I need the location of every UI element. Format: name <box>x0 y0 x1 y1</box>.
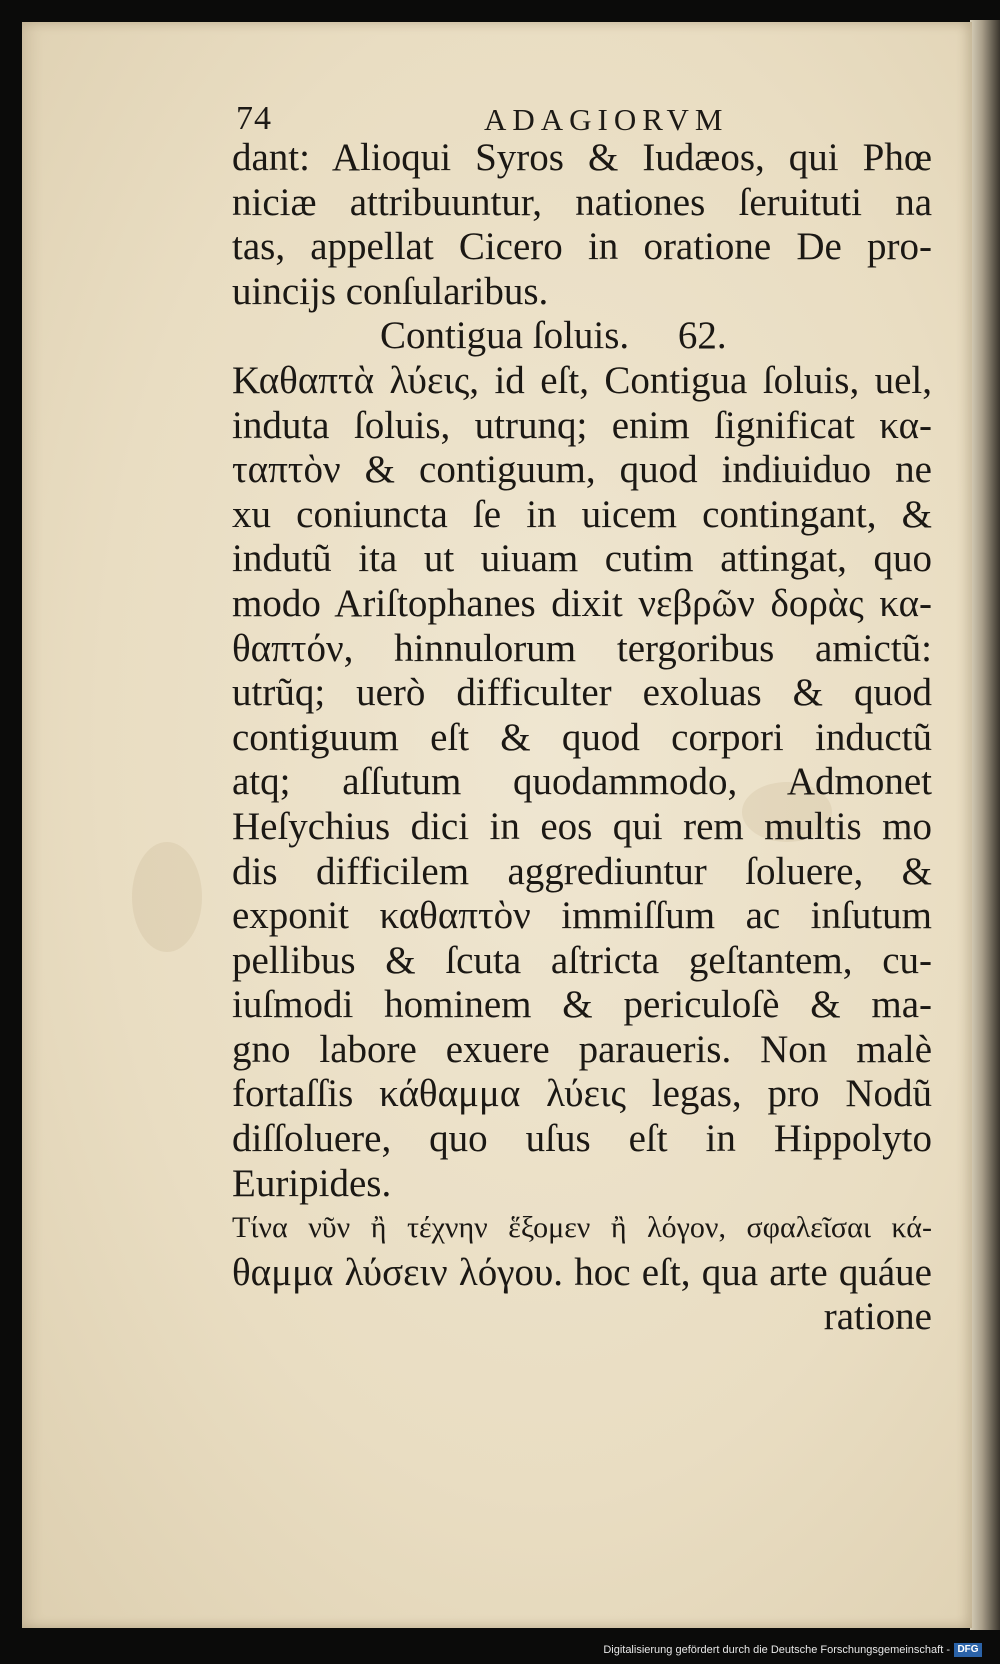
dfg-logo: DFG <box>954 1643 982 1657</box>
text-line: indutũ ita ut uiuam cutim attingat, quo <box>232 537 932 581</box>
text-line: pellibus & ſcuta aſtricta geſtantem, cu- <box>232 938 932 982</box>
text-line: xu coniuncta ſe in uicem contingant, & <box>232 492 932 536</box>
text-line: ταπτὸν & contiguum, quod indiuiduo ne <box>232 448 932 492</box>
text-line: atq; aſſutum quodammodo, Admonet <box>232 760 932 804</box>
text-line: utrũq; uerò difficulter exoluas & quod <box>232 671 932 715</box>
text-line: θαπτόν, hinnulorum tergoribus amictũ: <box>232 626 932 670</box>
funding-credit: Digitalisierung gefördert durch die Deutsche Forschungsgemeinschaft - <box>603 1644 950 1656</box>
text-line: exponit καθαπτὸν immiſſum ac inſutum <box>232 894 932 938</box>
text-line: uincijs conſularibus. <box>232 269 549 313</box>
text-line: Euripides. <box>232 1161 392 1205</box>
text-line: iuſmodi hominem & periculoſè & ma- <box>232 983 932 1027</box>
text-line: dant: Alioqui Syros & Iudæos, qui Phœ <box>232 136 932 179</box>
text-line: θαμμα λύσειν λόγου. hoc eſt, qua arte quáue <box>232 1250 932 1294</box>
text-line: fortaſſis κάθαμμα λύεις legas, pro Nodũ <box>232 1072 932 1116</box>
greek-quote-line: Τίνα νῦν ἢ τέχνην ἕξομεν ἢ λόγον, σφαλεῖσαι κά- <box>232 1211 932 1245</box>
page-number: 74 <box>236 100 272 137</box>
text-line: induta ſoluis, utrunq; enim ſignificat κα- <box>232 403 932 447</box>
page-edge <box>970 20 1000 1630</box>
text-line: Heſychius dici in eos qui rem multis mo <box>232 804 932 848</box>
text-line: diſſoluere, quo uſus eſt in Hippolyto <box>232 1117 932 1161</box>
text-line: dis difficilem aggrediuntur ſoluere, & <box>232 849 932 893</box>
text-line: Καθαπτὰ λύεις, id eſt, Contigua ſoluis, uel, <box>232 358 932 402</box>
text-line: modo Ariſtophanes dixit νεβρῶν δορὰς κα- <box>232 581 932 625</box>
catchword: ratione <box>823 1295 932 1339</box>
text-line: tas, appellat Cicero in oratione De pro- <box>232 225 932 269</box>
text-line: niciæ attribuuntur, nationes ſeruituti na <box>232 180 932 224</box>
body-text <box>232 136 932 1340</box>
running-title: ADAGIORVM <box>484 102 729 137</box>
paper-stain <box>132 842 202 952</box>
text-line: gno labore exuere paraueris. Non malè <box>232 1027 932 1071</box>
text-line: contiguum eſt & quod corpori inductũ <box>232 715 932 759</box>
adage-heading: Contigua ſoluis. 62. <box>380 314 727 358</box>
